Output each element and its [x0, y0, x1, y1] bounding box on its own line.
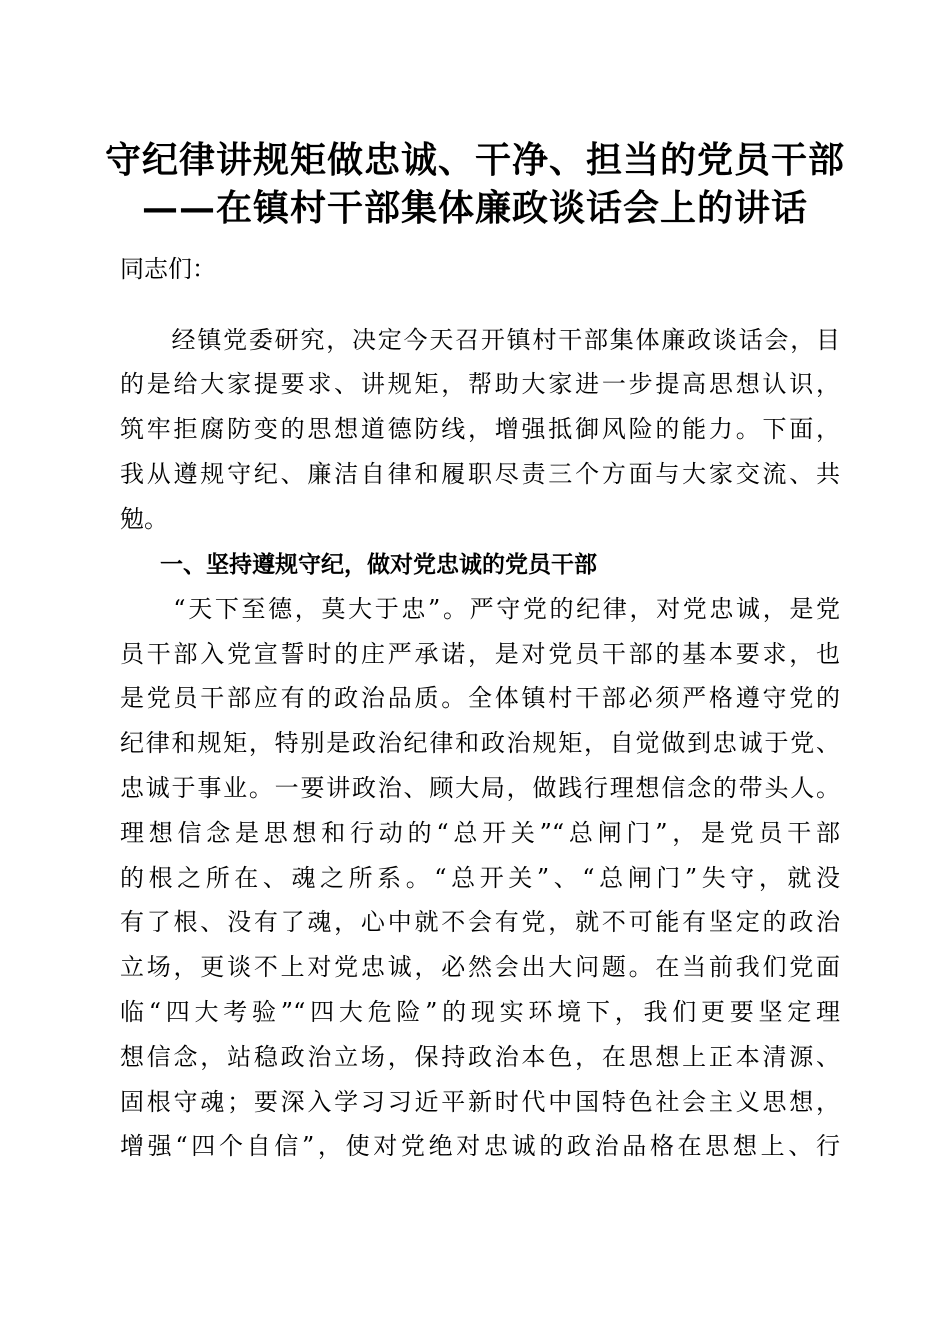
paragraph-2-line: 忠诚于事业。一要讲政治、顾大局，做践行理想信念的带头人。: [120, 774, 840, 802]
paragraph-2-line: 的根之所在、魂之所系。“总开关”、“总闸门”失守，就没: [120, 864, 840, 892]
document-title: 守纪律讲规矩做忠诚、干净、担当的党员干部: [104, 139, 845, 181]
paragraph-1-line: 的是给大家提要求、讲规矩，帮助大家进一步提高思想认识，: [120, 370, 840, 398]
paragraph-2-line: 理想信念是思想和行动的“总开关”“总闸门”，是党员干部: [120, 819, 840, 847]
paragraph-2-line: 纪律和规矩，特别是政治纪律和政治规矩，自觉做到忠诚于党、: [120, 729, 840, 757]
paragraph-2-line: “天下至德，莫大于忠”。严守党的纪律，对党忠诚，是党: [120, 595, 840, 623]
paragraph-2-line: 是党员干部应有的政治品质。全体镇村干部必须严格遵守党的: [120, 684, 840, 712]
paragraph-1-line: 经镇党委研究，决定今天召开镇村干部集体廉政谈话会，目: [120, 326, 840, 354]
document-subtitle: ——在镇村干部集体廉政谈话会上的讲话: [141, 187, 808, 229]
paragraph-2-line: 有了根、没有了魂，心中就不会有党，就不可能有坚定的政治: [120, 908, 840, 936]
salutation: 同志们：: [120, 255, 216, 283]
paragraph-1-line: 勉。: [120, 505, 168, 533]
paragraph-1-line: 筑牢拒腐防变的思想道德防线，增强抵御风险的能力。下面，: [120, 415, 840, 443]
paragraph-2-line: 想信念，站稳政治立场，保持政治本色，在思想上正本清源、: [120, 1043, 840, 1071]
paragraph-2-line: 员干部入党宣誓时的庄严承诺，是对党员干部的基本要求，也: [120, 640, 840, 668]
paragraph-2-line: 增强“四个自信”，使对党绝对忠诚的政治品格在思想上、行: [120, 1132, 840, 1160]
paragraph-2-line: 固根守魂；要深入学习习近平新时代中国特色社会主义思想，: [120, 1088, 840, 1116]
paragraph-2-line: 临“四大考验”“四大危险”的现实环境下，我们更要坚定理: [120, 998, 840, 1026]
paragraph-2-line: 立场，更谈不上对党忠诚，必然会出大问题。在当前我们党面: [120, 953, 840, 981]
section-heading: 一、坚持遵规守纪，做对党忠诚的党员干部: [160, 552, 597, 578]
paragraph-1-line: 我从遵规守纪、廉洁自律和履职尽责三个方面与大家交流、共: [120, 460, 840, 488]
